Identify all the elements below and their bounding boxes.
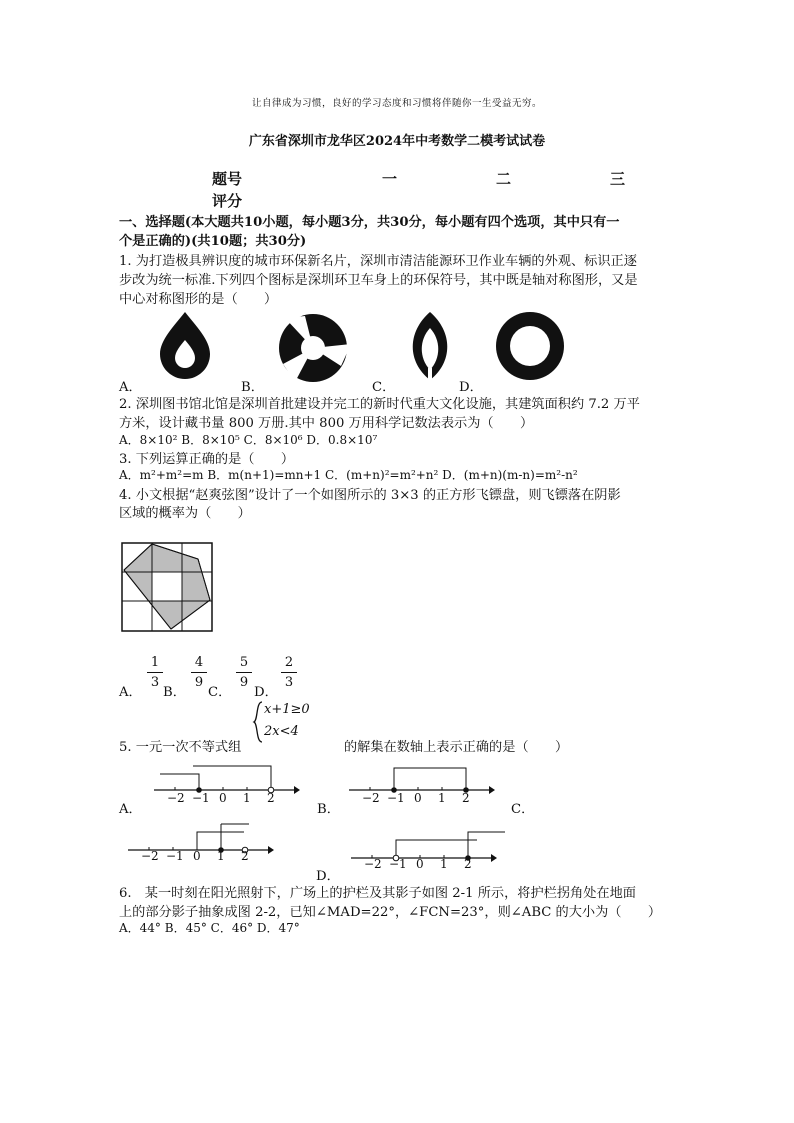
q3-options: A．m²+m²=m B．m(n+1)=mn+1 C．(m+n)²=m²+n² D．(m+n)(m-n)=m²-n² [119, 468, 578, 482]
q6-line1: 6. 某一时刻在阳光照射下，广场上的护栏及其影子如图 2-1 所示，将护栏拐角处在地面 [119, 886, 636, 901]
q1-icon-ring [494, 310, 566, 382]
section-heading-line1: 一、选择题(本大题共10小题，每小题3分，共30分，每小题有四个选项，其中只有一 [119, 215, 620, 230]
q6-options: A．44° B．45° C．46° D．47° [119, 921, 300, 935]
q1-option-d: D． [459, 380, 483, 395]
q3-line1: 3. 下列运算正确的是（ ） [119, 452, 295, 467]
q6-line2: 上的部分影子抽象成图 2-2，已知∠MAD=22°，∠FCN=23°，则∠ABC 的大小为（ ） [119, 905, 662, 920]
q5-brace [252, 700, 264, 744]
q4-option-b: B． [163, 685, 186, 700]
q4-fraction-b: 4 9 [191, 655, 207, 690]
col-1: 一 [382, 170, 398, 188]
q4-line1: 4. 小文根据“赵爽弦图”设计了一个如图所示的 3×3 的正方形飞镖盘，则飞镖落在阴影 [119, 488, 621, 503]
q4-fraction-c: 5 9 [236, 655, 252, 690]
q4-fraction-a: 1 3 [147, 655, 163, 690]
q2-options: A．8×10² B．8×10⁵ C．8×10⁶ D．0.8×10⁷ [119, 433, 378, 447]
q4-fraction-d: 2 3 [281, 655, 297, 690]
q5-option-b: B． [317, 802, 340, 817]
q4-option-d: D． [254, 685, 278, 700]
exam-title: 广东省深圳市龙华区2024年中考数学二模考试试卷 [248, 134, 546, 149]
q2-line1: 2. 深圳图书馆北馆是深圳首批建设并完工的新时代重大文化设施，其建筑面积约 7.2 万平 [119, 397, 640, 412]
q5-inequality-2: 2x<4 [264, 724, 299, 739]
q4-option-c: C． [208, 685, 232, 700]
col-3: 三 [610, 170, 626, 188]
q2-line2: 方米，设计藏书量 800 万册.其中 800 万用科学记数法表示为（ ） [119, 416, 534, 431]
q4-option-a: A． [119, 685, 142, 700]
q1-line3: 中心对称图形的是（ ） [119, 292, 278, 307]
q1-line1: 1. 为打造极具辨识度的城市环保新名片，深圳市清洁能源环卫作业车辆的外观、标识正逐 [119, 254, 637, 269]
q5-option-d: D． [316, 869, 340, 884]
section-heading-line2: 个是正确的)(共10题；共30分) [119, 234, 307, 249]
row-label-question: 题号 [212, 170, 243, 188]
motto-text: 让自律成为习惯，良好的学习态度和习惯将伴随你一生受益无穷。 [251, 98, 542, 109]
q5-prefix: 5. 一元一次不等式组 [119, 740, 242, 755]
q1-option-c: C． [372, 380, 396, 395]
q4-dartboard-figure [121, 542, 215, 634]
q5-option-a: A． [119, 802, 142, 817]
q1-option-b: B． [241, 380, 264, 395]
q1-line2: 步改为统一标准.下列四个图标是深圳环卫车身上的环保符号，其中既是轴对称图形，又是 [119, 273, 638, 288]
q4-line2: 区域的概率为（ ） [119, 506, 251, 521]
q1-icon-leaf [405, 310, 455, 382]
q1-option-a: A． [119, 380, 142, 395]
q5-suffix: 的解集在数轴上表示正确的是（ ） [344, 740, 569, 755]
row-label-score: 评分 [212, 192, 243, 210]
col-2: 二 [496, 170, 512, 188]
q1-icon-drop [150, 308, 220, 380]
q1-icon-tri-swirl [275, 308, 351, 384]
q5-option-c: C． [511, 802, 535, 817]
q5-inequality-1: x+1≥0 [264, 702, 310, 717]
